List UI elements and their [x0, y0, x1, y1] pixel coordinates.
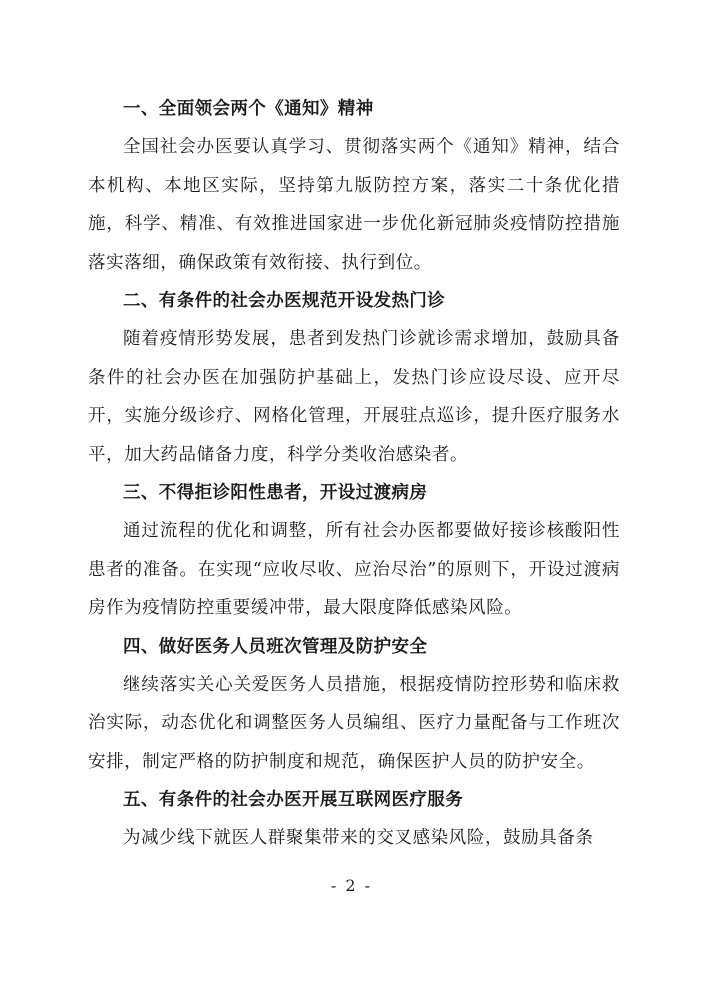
section-heading: 三、不得拒诊阳性患者，开设过渡病房: [123, 483, 428, 503]
section-3: [88, 474, 620, 628]
section-heading: 四、做好医务人员班次管理及防护安全: [123, 636, 428, 657]
section-paragraph: 通过流程的优化和调整，所有社会办医都要做好接诊核酸阳性患者的准备。在实现“应收尽收、应治尽治”的原则下，开设过渡病房作为疫情防控重要缓冲带，最大限度降低感染风险。: [88, 521, 620, 618]
document-body: [88, 90, 620, 858]
section-4: [88, 628, 620, 782]
section-5: [88, 781, 620, 858]
section-paragraph: 继续落实关心关爱医务人员措施，根据疫情防控形势和临床救治实际，动态优化和调整医务人员编组、医疗力量配备与工作班次安排，制定严格的防护制度和规范，确保医护人员的防护安全。: [88, 674, 620, 772]
section-heading: 二、有条件的社会办医规范开设发热门诊: [123, 291, 446, 311]
page-number: - 2 -: [330, 876, 373, 895]
section-paragraph: 随着疫情形势发展，患者到发热门诊就诊需求增加，鼓励具备条件的社会办医在加强防护基础上，发热门诊应设尽设、应开尽开，实施分级诊疗、网格化管理，开展驻点巡诊，提升医疗服务水平，加大药品储备力度，科学分类收治感染者。: [88, 329, 620, 465]
section-1: [88, 90, 620, 282]
section-2: [88, 282, 620, 474]
section-paragraph: 全国社会办医要认真学习、贯彻落实两个《通知》精神，结合本机构、本地区实际，坚持第九版防控方案，落实二十条优化措施，科学、精准、有效推进国家进一步优化新冠肺炎疫情防控措施落实落细，确保政策有效衔接、执行到位。: [88, 137, 620, 273]
section-heading: 一、全面领会两个《通知》精神: [123, 99, 374, 119]
section-paragraph: 为减少线下就医人群聚集带来的交叉感染风险，鼓励具备条: [123, 828, 594, 848]
section-heading: 五、有条件的社会办医开展互联网医疗服务: [123, 790, 464, 810]
